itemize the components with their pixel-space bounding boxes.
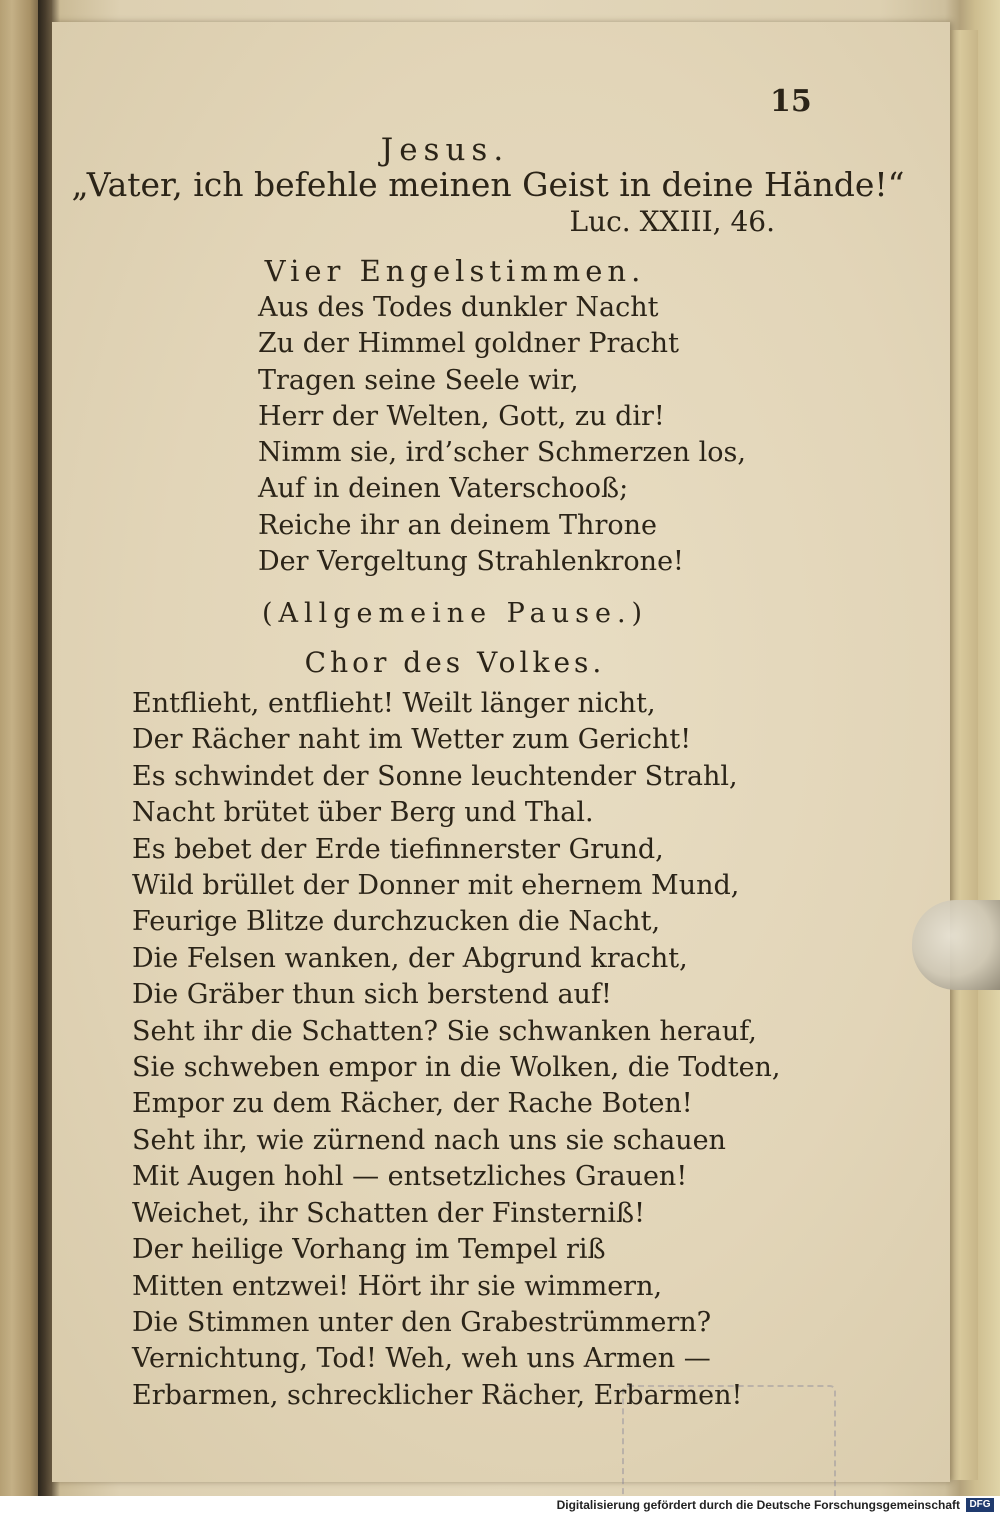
verse-line: Feurige Blitze durchzucken die Nacht, bbox=[132, 906, 661, 938]
verse-line: Auf in deinen Vaterschooß; bbox=[258, 473, 629, 505]
verse-line: Mit Augen hohl — entsetzliches Grauen! bbox=[132, 1161, 688, 1193]
verse-line: Vernichtung, Tod! Weh, weh uns Armen — bbox=[132, 1343, 711, 1375]
stage-direction: (Allgemeine Pause.) bbox=[261, 598, 649, 629]
quote-line: „Vater, ich befehle meinen Geist in deine Hände!“ bbox=[71, 165, 905, 204]
book-spine bbox=[38, 0, 52, 1496]
verse-line: Reiche ihr an deinem Throne bbox=[258, 509, 657, 541]
verse-line: Nacht brütet über Berg und Thal. bbox=[132, 797, 594, 829]
verse-line: Sie schweben empor in die Wolken, die Todten, bbox=[132, 1052, 781, 1084]
verse-line: Mitten entzwei! Hört ihr sie wimmern, bbox=[132, 1270, 663, 1302]
speaker-heading-jesus: Jesus. bbox=[380, 132, 510, 168]
bible-reference: Luc. XXIII, 46. bbox=[569, 205, 775, 238]
angels-stanza bbox=[258, 290, 746, 580]
verse-line: Aus des Todes dunkler Nacht bbox=[258, 292, 659, 323]
dfg-logo-icon: DFG bbox=[966, 1498, 994, 1512]
funding-credit: Digitalisierung gefördert durch die Deutsche Forschungsgemeinschaft bbox=[556, 1498, 960, 1512]
verse-line: Herr der Welten, Gott, zu dir! bbox=[258, 400, 665, 432]
verse-line: Der Rächer naht im Wetter zum Gericht! bbox=[132, 724, 692, 756]
verse-line: Entflieht, entflieht! Weilt länger nicht, bbox=[132, 688, 656, 719]
speaker-heading-chorus: Chor des Volkes. bbox=[304, 646, 606, 679]
right-page-edge bbox=[948, 30, 978, 1480]
verse-line: Nimm sie, ird’scher Schmerzen los, bbox=[258, 437, 746, 469]
page-clip-tab bbox=[912, 900, 1000, 990]
verse-line: Die Stimmen unter den Grabestrümmern? bbox=[132, 1306, 712, 1338]
page-number: 15 bbox=[770, 84, 812, 119]
verse-line: Wild brüllet der Donner mit ehernem Mund, bbox=[132, 870, 740, 902]
verse-line: Empor zu dem Rächer, der Rache Boten! bbox=[132, 1088, 693, 1120]
footer-bar bbox=[0, 1496, 1000, 1515]
verse-line: Zu der Himmel goldner Pracht bbox=[258, 328, 679, 360]
verse-line: Die Felsen wanken, der Abgrund kracht, bbox=[132, 942, 688, 974]
verse-line: Seht ihr die Schatten? Sie schwanken herauf, bbox=[132, 1015, 757, 1047]
verse-line: Die Gräber thun sich berstend auf! bbox=[132, 979, 612, 1011]
verse-line: Es bebet der Erde tiefinnerster Grund, bbox=[132, 833, 664, 865]
speaker-heading-angels: Vier Engelstimmen. bbox=[264, 254, 646, 288]
verse-line: Erbarmen, schrecklicher Rächer, Erbarmen! bbox=[132, 1379, 743, 1411]
verse-line: Es schwindet der Sonne leuchtender Strahl, bbox=[132, 760, 738, 792]
chorus-stanza bbox=[132, 686, 781, 1414]
verse-line: Der heilige Vorhang im Tempel riß bbox=[132, 1234, 606, 1266]
verse-line: Der Vergeltung Strahlenkrone! bbox=[258, 546, 684, 578]
verse-line: Seht ihr, wie zürnend nach uns sie schauen bbox=[132, 1124, 726, 1156]
left-page-edge bbox=[0, 0, 42, 1496]
verse-line: Weichet, ihr Schatten der Finsterniß! bbox=[132, 1197, 645, 1229]
verse-line: Tragen seine Seele wir, bbox=[258, 364, 579, 396]
